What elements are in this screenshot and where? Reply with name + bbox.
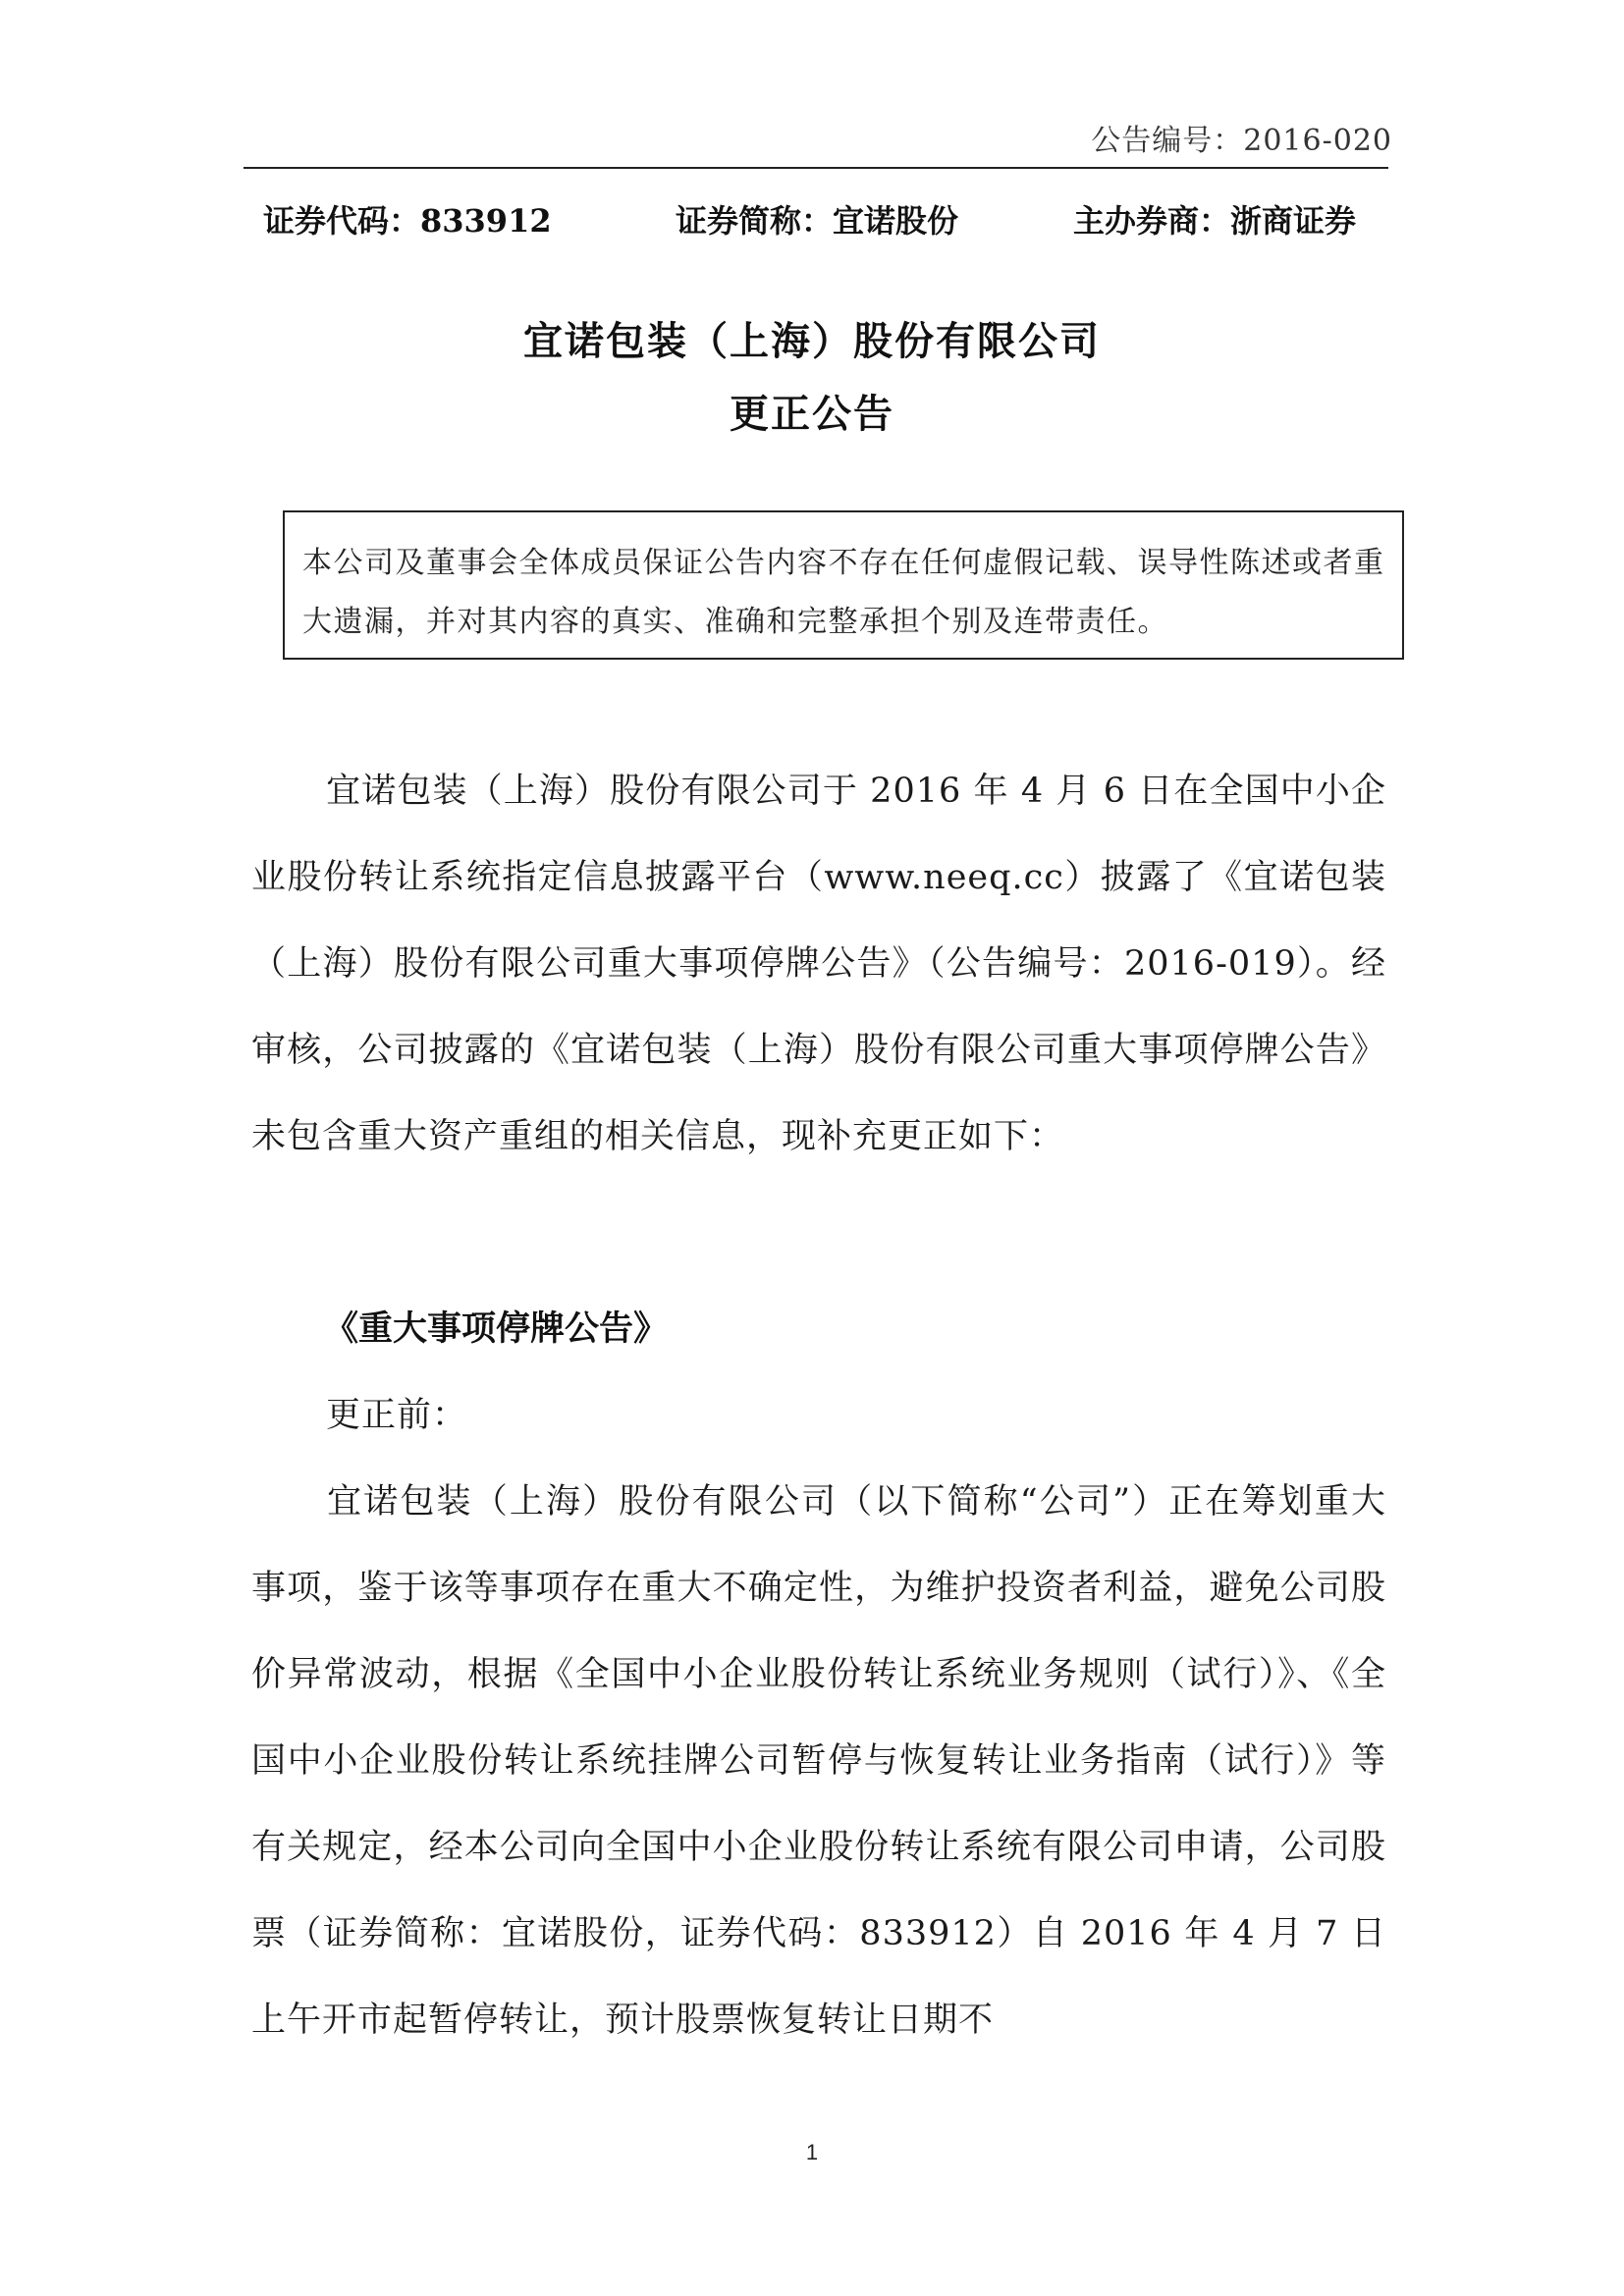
- header-divider: [244, 167, 1388, 169]
- board-guarantee-notice: 本公司及董事会全体成员保证公告内容不存在任何虚假记载、误导性陈述或者重大遗漏，并对其内容的真实、准确和完整承担个别及连带责任。: [283, 510, 1404, 660]
- announcement-number: 公告编号：2016-020: [1091, 124, 1392, 158]
- before-correction-label: 更正前：: [326, 1396, 468, 1435]
- body-paragraph-before: [251, 1459, 1386, 2063]
- sponsor-broker: 主办券商：浙商证券: [1073, 202, 1357, 240]
- security-code: 证券代码：833912: [263, 202, 552, 240]
- intro-text: 宜诺包装（上海）股份有限公司于 2016 年 4 月 6 日在全国中小企业股份转让系统指定信息披露平台（www.neeq.cc）披露了《宜诺包装（上海）股份有限公司重大事项停牌公告》（公告编号：2016-019）。经审核，公司披露的《宜诺包装（上海）股份有限公司重大事项停牌公告》未包含重大资产重组的相关信息，现补充更正如下：: [251, 772, 1386, 1156]
- section-subheading: 《重大事项停牌公告》: [324, 1308, 669, 1349]
- company-title: 宜诺包装（上海）股份有限公司: [523, 318, 1101, 364]
- body-paragraph-intro: [251, 748, 1386, 1180]
- before-correction-label-row: [251, 1372, 1386, 1459]
- security-abbreviation: 证券简称：宜诺股份: [676, 202, 959, 240]
- before-correction-text: 宜诺包装（上海）股份有限公司（以下简称“公司”）正在筹划重大事项，鉴于该等事项存在重大不确定性，为维护投资者利益，避免公司股价异常波动，根据《全国中小企业股份转让系统业务规则（试行）》、《全国中小企业股份转让系统挂牌公司暂停与恢复转让业务指南（试行）》等有关规定，经本公司向全国中小企业股份转让系统有限公司申请，公司股票（证券简称：宜诺股份，证券代码：833912）自 2016 年 4 月 7 日上午开市起暂停转让，预计股票恢复转让日期不: [251, 1482, 1386, 2040]
- page-number: 1: [805, 2140, 819, 2164]
- document-title: 更正公告: [730, 391, 894, 437]
- security-info-row: [263, 196, 1373, 245]
